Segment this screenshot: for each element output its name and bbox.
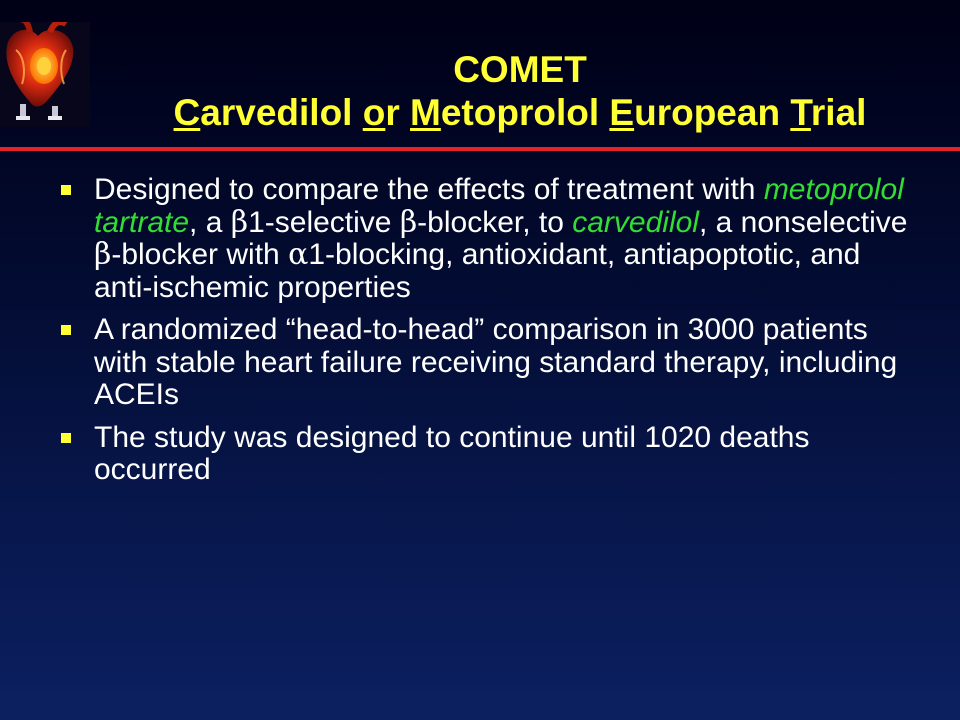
title-full-name [90, 92, 950, 134]
slide-title [90, 48, 950, 134]
bullet-item-endpoint [56, 422, 916, 487]
square-bullet-icon [61, 433, 71, 443]
bullet-text: 1-blocking, antioxidant, antiapoptotic, and anti-ischemic properties [94, 238, 861, 304]
bullet-text: -blocker with [111, 238, 289, 271]
bullet-text: , a [189, 205, 231, 239]
title-letter-c: C [173, 92, 201, 133]
alpha-symbol: α [288, 237, 309, 272]
title-word-part: rial [810, 92, 867, 133]
square-bullet-icon [61, 185, 71, 195]
title-word-part: r [385, 92, 400, 133]
bullet-text: 1-selective [248, 205, 400, 239]
bullet-item-comparison [56, 314, 916, 412]
title-letter-t: T [790, 92, 811, 133]
title-word-part: uropean [634, 92, 791, 133]
beta-symbol: β [94, 237, 112, 272]
title-letter-o: o [362, 92, 386, 133]
title-acronym: COMET [453, 49, 587, 90]
drug-carvedilol: carvedilol [572, 205, 699, 239]
square-bullet-icon [61, 325, 71, 335]
title-letter-m: M [410, 92, 441, 133]
title-divider [0, 147, 960, 151]
bullet-text: , a nonselective [698, 205, 908, 239]
drug-metoprolol: metoprolol tartrate [94, 173, 904, 239]
bullet-text: Designed to compare the effects of treatment with [94, 173, 764, 206]
bullet-text: A randomized “head-to-head” comparison in 3000 patients with stable heart failure receiving standard therapy, including ACEIs [94, 313, 898, 411]
beta-symbol: β [399, 204, 418, 240]
heart-logo [0, 22, 90, 127]
title-word-part: arvedilol [200, 92, 363, 133]
heart-illustration-icon [0, 22, 90, 127]
bullet-text: -blocker, to [417, 205, 573, 239]
beta-symbol: β [230, 204, 249, 240]
bullet-text: The study was designed to continue until 1020 deaths occurred [94, 420, 810, 486]
title-space [400, 92, 410, 133]
bullet-item-design [56, 174, 916, 304]
bullet-list [56, 174, 916, 497]
title-word-part: etoprolol [440, 92, 610, 133]
title-letter-e: E [609, 92, 635, 133]
